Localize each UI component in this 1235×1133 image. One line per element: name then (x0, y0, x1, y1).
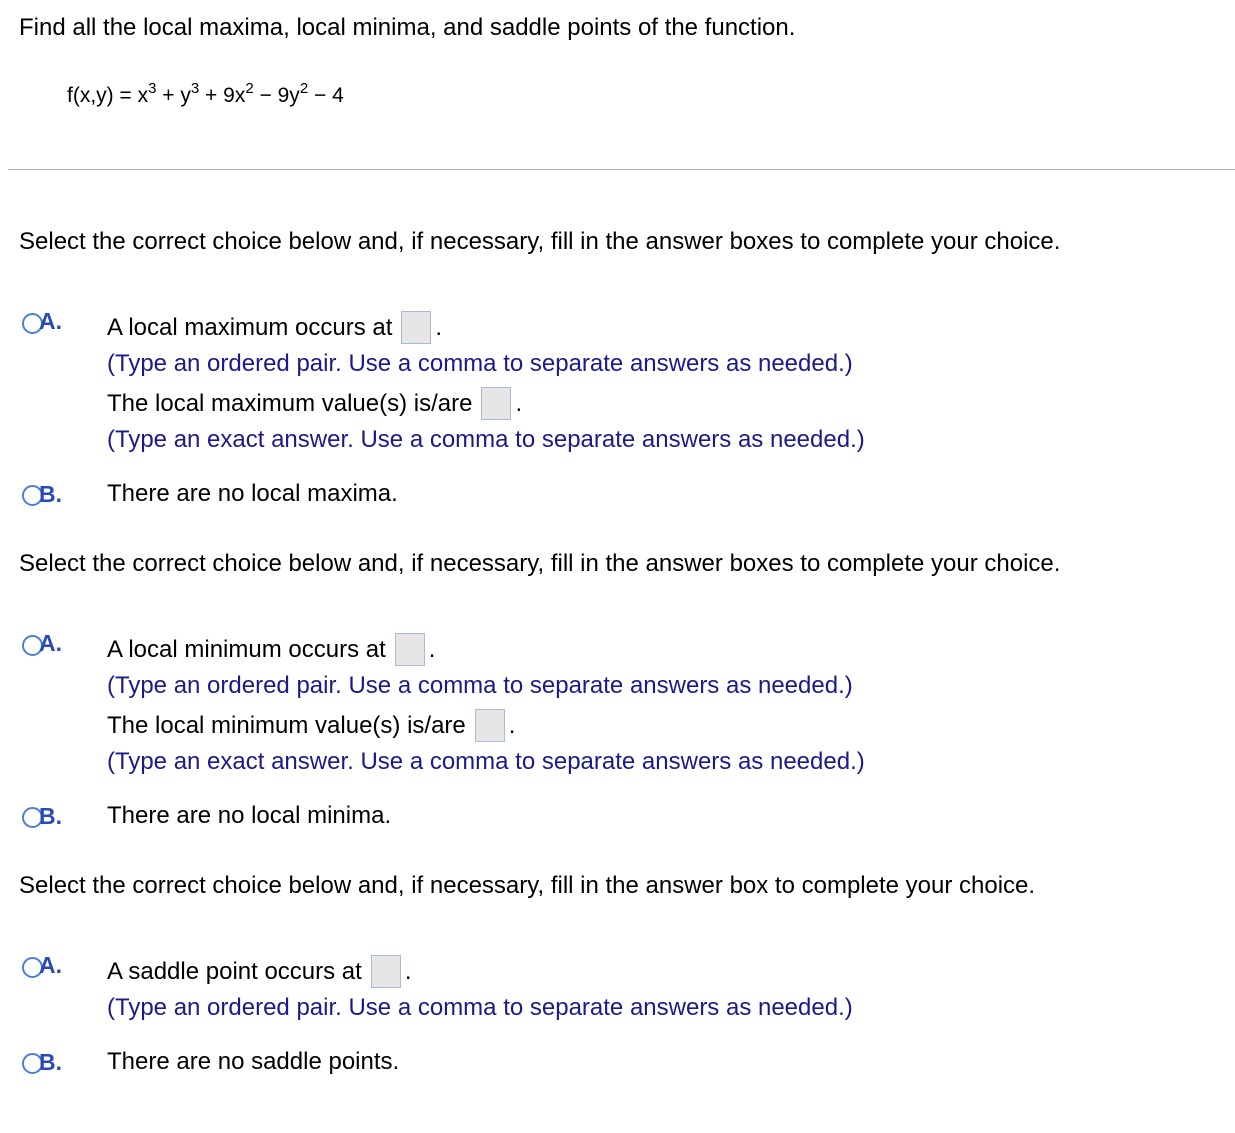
saddle-point-input[interactable] (371, 955, 401, 988)
minima-option-a-line (107, 633, 435, 666)
maxima-option-b-text: There are no local maxima. (107, 480, 398, 507)
minima-ordered-pair-hint: (Type an ordered pair. Use a comma to separate answers as needed.) (107, 672, 853, 699)
period: . (404, 957, 412, 985)
saddle-option-a-letter: A. (39, 952, 62, 978)
local-min-point-input[interactable] (395, 633, 425, 666)
maxima-option-a-line (107, 311, 442, 344)
period: . (435, 313, 443, 341)
minima-option-b-text: There are no local minima. (107, 802, 392, 829)
maxima-value-line (107, 387, 522, 420)
function-prefix: f(x,y) = x (67, 84, 149, 107)
local-max-value-input[interactable] (481, 387, 511, 420)
exponent: 2 (299, 80, 309, 97)
saddle-option-a-line (107, 955, 412, 988)
minima-option-a-letter: A. (39, 630, 62, 656)
minima-instruction: Select the correct choice below and, if necessary, fill in the answer boxes to complete your choice. (19, 550, 1061, 577)
local-max-point-input[interactable] (401, 311, 431, 344)
saddle-option-b-text: There are no saddle points. (107, 1048, 400, 1075)
minima-exact-hint: (Type an exact answer. Use a comma to separate answers as needed.) (107, 748, 865, 775)
maxima-option-a-text: A local maximum occurs at (107, 313, 393, 341)
saddle-option-b-letter: B. (39, 1049, 62, 1075)
exponent: 3 (148, 80, 157, 97)
local-min-value-input[interactable] (475, 709, 505, 742)
minima-option-b-letter: B. (39, 803, 62, 829)
function-term: + 9x (199, 84, 246, 107)
maxima-option-b-letter: B. (39, 481, 62, 507)
function-expression (67, 82, 344, 110)
exponent: 3 (190, 80, 200, 97)
maxima-option-a-letter: A. (39, 308, 62, 334)
section-divider (8, 169, 1235, 170)
maxima-value-text: The local maximum value(s) is/are (107, 389, 473, 417)
saddle-ordered-pair-hint: (Type an ordered pair. Use a comma to separate answers as needed.) (107, 994, 853, 1021)
minima-option-a-text: A local minimum occurs at (107, 635, 386, 663)
minima-value-line (107, 709, 515, 742)
maxima-instruction: Select the correct choice below and, if necessary, fill in the answer boxes to complete your choice. (19, 228, 1061, 255)
function-term: + y (156, 84, 191, 107)
period: . (508, 711, 516, 739)
function-term: − 9y (253, 84, 300, 107)
period: . (428, 635, 436, 663)
function-term: − 4 (308, 84, 344, 107)
exponent: 2 (245, 80, 254, 97)
maxima-ordered-pair-hint: (Type an ordered pair. Use a comma to separate answers as needed.) (107, 350, 853, 377)
saddle-option-a-text: A saddle point occurs at (107, 957, 362, 985)
maxima-exact-hint: (Type an exact answer. Use a comma to separate answers as needed.) (107, 426, 865, 453)
saddle-instruction: Select the correct choice below and, if necessary, fill in the answer box to complete your choice. (19, 872, 1036, 899)
minima-value-text: The local minimum value(s) is/are (107, 711, 466, 739)
question-prompt: Find all the local maxima, local minima, and saddle points of the function. (19, 14, 796, 41)
period: . (515, 389, 523, 417)
